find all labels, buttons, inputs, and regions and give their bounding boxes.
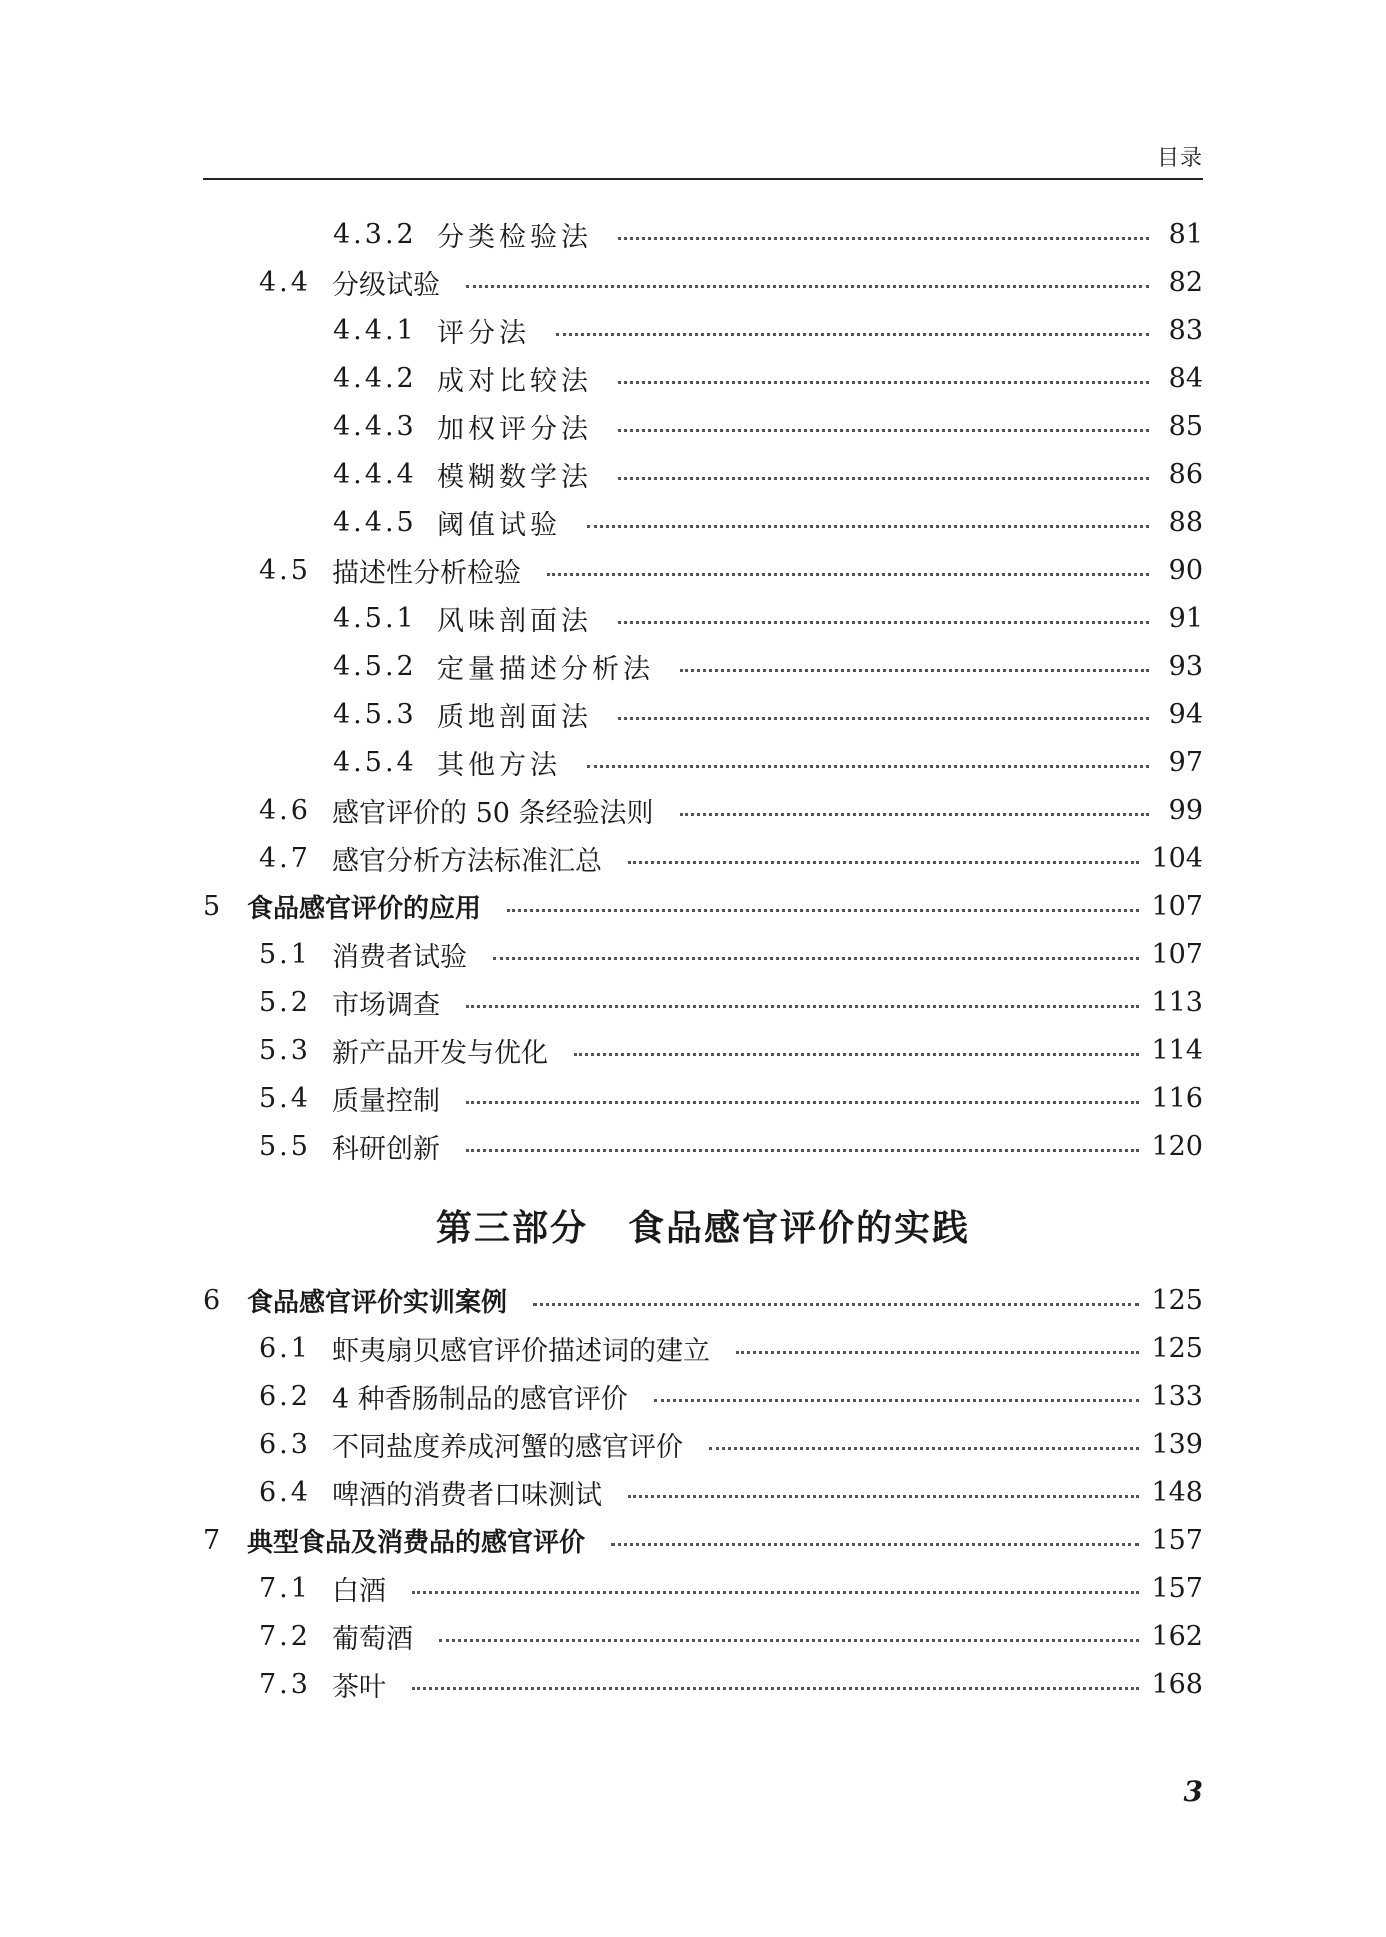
dot-leader [709,1447,1139,1450]
toc-entry-number: 4.4.1 [333,314,417,346]
toc-entry-title: 描述性分析检验 [332,557,521,589]
toc-entry-title: 典型食品及消费品的感官评价 [247,1527,586,1558]
dot-leader [466,1005,1139,1008]
toc-entry-page: 82 [1168,266,1203,298]
toc-entry-title: 定量描述分析法 [437,653,654,685]
dot-leader [547,573,1149,576]
toc-entry[interactable] [203,1564,1203,1612]
toc-entry-title: 食品感官评价的应用 [247,893,482,924]
toc-entry-title: 不同盐度养成河蟹的感官评价 [332,1431,683,1463]
toc-section-part3 [203,1276,1203,1708]
toc-entry-number: 6.3 [259,1428,311,1460]
toc-entry-page: 125 [1151,1284,1203,1316]
toc-entry[interactable] [203,594,1203,642]
toc-entry-title: 质量控制 [332,1085,440,1117]
dot-leader [466,1149,1139,1152]
toc-entry[interactable] [203,1372,1203,1420]
toc-entry-number: 6 [203,1284,224,1316]
toc-entry[interactable] [203,882,1203,930]
toc-entry-number: 5.1 [259,938,311,970]
dot-leader [587,765,1149,768]
dot-leader [618,477,1149,480]
toc-entry-title: 4 种香肠制品的感官评价 [332,1383,628,1415]
toc-entry[interactable] [203,354,1203,402]
dot-leader [611,1543,1139,1546]
toc-entry[interactable] [203,1122,1203,1170]
dot-leader [628,1495,1139,1498]
toc-entry-title: 新产品开发与优化 [332,1037,548,1069]
toc-entry-page: 88 [1168,506,1203,538]
toc-entry-number: 5.5 [259,1130,311,1162]
toc-entry-number: 5.4 [259,1082,311,1114]
toc-entry-number: 4.4.4 [333,458,417,490]
toc-entry-number: 7 [203,1524,224,1556]
toc-entry-title: 加权评分法 [437,413,592,445]
toc-entry-title: 模糊数学法 [437,461,592,493]
toc-entry-page: 113 [1151,986,1203,1018]
toc-entry-page: 157 [1151,1572,1203,1604]
toc-entry-page: 148 [1151,1476,1203,1508]
page-number: 3 [1183,1775,1203,1808]
toc-entry-title: 葡萄酒 [332,1623,413,1655]
dot-leader [466,285,1149,288]
toc-entry-number: 6.4 [259,1476,311,1508]
part-heading [203,1180,1203,1270]
toc-entry-number: 4.5.1 [333,602,417,634]
toc-entry-title: 感官分析方法标准汇总 [332,845,602,877]
toc-entry[interactable] [203,1026,1203,1074]
toc-entry-title: 风味剖面法 [437,605,592,637]
toc-entry-number: 5.3 [259,1034,311,1066]
dot-leader [439,1639,1139,1642]
toc-entry-page: 85 [1168,410,1203,442]
toc-entry-number: 6.2 [259,1380,311,1412]
toc-section-part2 [203,210,1203,1170]
toc-entry-page: 99 [1168,794,1203,826]
dot-leader [574,1053,1139,1056]
toc-entry[interactable] [203,450,1203,498]
toc-entry[interactable] [203,690,1203,738]
toc-entry-number: 5.2 [259,986,311,1018]
dot-leader [628,861,1139,864]
toc-entry-number: 4.7 [259,842,311,874]
dot-leader [412,1687,1139,1690]
toc-entry[interactable] [203,546,1203,594]
toc-entry-title: 市场调查 [332,989,440,1021]
toc-entry-number: 4.5.4 [333,746,417,778]
toc-entry[interactable] [203,210,1203,258]
toc-entry[interactable] [203,498,1203,546]
dot-leader [493,957,1139,960]
toc-entry-title: 阈值试验 [437,509,561,541]
toc-entry[interactable] [203,1276,1203,1324]
toc-entry-number: 5 [203,890,224,922]
running-header [203,140,1203,180]
toc-entry[interactable] [203,258,1203,306]
dot-leader [507,909,1139,912]
toc-entry-page: 139 [1151,1428,1203,1460]
toc-entry-title: 虾夷扇贝感官评价描述词的建立 [332,1335,710,1367]
toc-entry-title: 其他方法 [437,749,561,781]
toc-entry-page: 114 [1151,1034,1203,1066]
toc-entry-number: 4.3.2 [333,218,417,250]
toc-entry-number: 4.4.5 [333,506,417,538]
dot-leader [618,717,1149,720]
toc-entry[interactable] [203,306,1203,354]
table-of-contents [203,210,1203,1708]
toc-entry-page: 90 [1168,554,1203,586]
toc-entry-page: 94 [1168,698,1203,730]
toc-entry-page: 107 [1151,890,1203,922]
dot-leader [618,429,1149,432]
toc-entry[interactable] [203,1468,1203,1516]
toc-entry[interactable] [203,1516,1203,1564]
toc-entry-title: 成对比较法 [437,365,592,397]
toc-entry[interactable] [203,1660,1203,1708]
toc-entry[interactable] [203,1612,1203,1660]
toc-entry-page: 125 [1151,1332,1203,1364]
toc-entry[interactable] [203,642,1203,690]
toc-entry-title: 茶叶 [332,1671,386,1703]
dot-leader [736,1351,1139,1354]
toc-entry-number: 4.5.2 [333,650,417,682]
toc-entry-page: 104 [1151,842,1203,874]
toc-entry-number: 4.4.2 [333,362,417,394]
dot-leader [618,381,1149,384]
toc-entry-page: 93 [1168,650,1203,682]
header-title: 目录 [1156,146,1203,171]
toc-entry[interactable] [203,786,1203,834]
toc-entry-page: 107 [1151,938,1203,970]
dot-leader [412,1591,1139,1594]
toc-entry-number: 6.1 [259,1332,311,1364]
toc-entry-page: 133 [1151,1380,1203,1412]
toc-entry-title: 分类检验法 [437,221,592,253]
toc-entry-number: 4.4 [259,266,311,298]
toc-entry-number: 4.5.3 [333,698,417,730]
toc-entry-title: 消费者试验 [332,941,467,973]
toc-entry-title: 感官评价的 50 条经验法则 [332,797,654,829]
part-heading-label: 第三部分 [435,1207,588,1249]
toc-entry[interactable] [203,1324,1203,1372]
toc-entry-title: 评分法 [437,317,530,349]
toc-entry-page: 97 [1168,746,1203,778]
dot-leader [654,1399,1140,1402]
toc-entry-page: 81 [1168,218,1203,250]
toc-entry[interactable] [203,930,1203,978]
dot-leader [556,333,1149,336]
toc-entry-page: 86 [1168,458,1203,490]
part-heading-title: 食品感官评价的实践 [628,1207,971,1249]
toc-entry-title: 科研创新 [332,1133,440,1165]
toc-entry-title: 分级试验 [332,269,440,301]
toc-entry-page: 83 [1168,314,1203,346]
toc-entry-title: 啤酒的消费者口味测试 [332,1479,602,1511]
toc-entry-page: 157 [1151,1524,1203,1556]
dot-leader [618,237,1149,240]
toc-entry-page: 91 [1168,602,1203,634]
toc-entry-page: 84 [1168,362,1203,394]
dot-leader [680,669,1149,672]
toc-entry[interactable] [203,1420,1203,1468]
dot-leader [533,1303,1139,1306]
toc-entry-page: 168 [1151,1668,1203,1700]
toc-entry-page: 116 [1151,1082,1203,1114]
toc-entry[interactable] [203,738,1203,786]
toc-entry[interactable] [203,1074,1203,1122]
dot-leader [680,813,1149,816]
toc-entry-number: 7.1 [259,1572,311,1604]
toc-entry-page: 162 [1151,1620,1203,1652]
toc-entry-number: 4.5 [259,554,311,586]
toc-entry-number: 4.4.3 [333,410,417,442]
toc-entry-number: 7.3 [259,1668,311,1700]
dot-leader [587,525,1149,528]
toc-entry[interactable] [203,402,1203,450]
toc-entry-page: 120 [1151,1130,1203,1162]
dot-leader [618,621,1149,624]
toc-entry[interactable] [203,834,1203,882]
toc-entry-title: 食品感官评价实训案例 [247,1287,508,1318]
toc-entry[interactable] [203,978,1203,1026]
dot-leader [466,1101,1139,1104]
toc-entry-title: 质地剖面法 [437,701,592,733]
toc-entry-number: 4.6 [259,794,311,826]
toc-entry-number: 7.2 [259,1620,311,1652]
toc-entry-title: 白酒 [332,1575,386,1607]
